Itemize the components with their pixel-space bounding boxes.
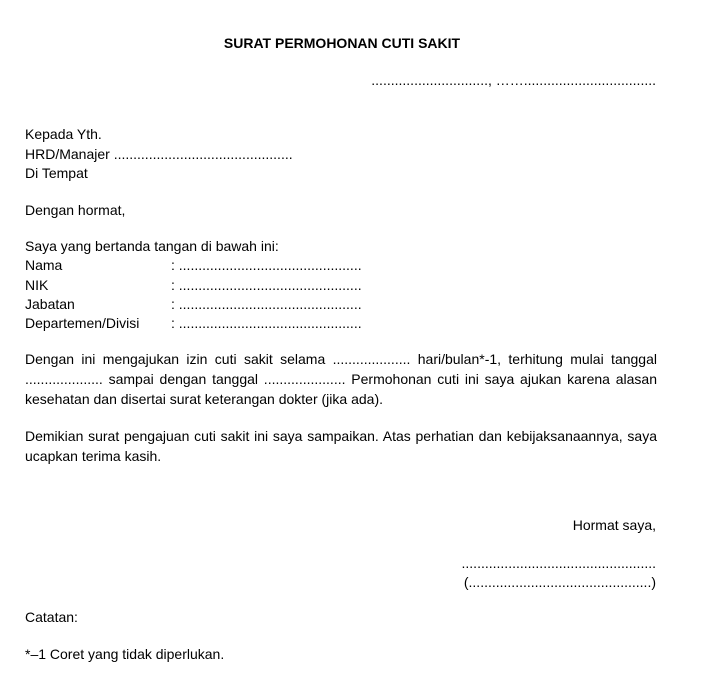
field-value-jabatan: : ............................................... <box>171 296 362 312</box>
intro-text: Saya yang bertanda tangan di bawah ini: <box>25 238 279 254</box>
signature-line: .................................................. <box>461 555 656 571</box>
field-label-jabatan: Jabatan <box>25 296 75 312</box>
field-label-nama: Nama <box>25 257 63 273</box>
recipient-line-1: Kepada Yth. <box>25 126 102 142</box>
field-value-departemen: : ............................................... <box>171 315 362 331</box>
recipient-line-3: Di Tempat <box>25 165 88 181</box>
field-value-nik: : ............................................... <box>171 277 362 293</box>
note-1: *–1 Coret yang tidak diperlukan. <box>25 646 225 662</box>
closing-paragraph: Demikian surat pengajuan cuti sakit ini saya sampaikan. Atas perhatian dan kebijaksanaannya, saya ucapkan terima kasih. <box>25 428 657 464</box>
field-value-nama: : ............................................... <box>171 257 362 273</box>
body-paragraph: Dengan ini mengajukan izin cuti sakit selama .................... hari/bulan*-1, terhitung mulai tanggal .................... sampai dengan tanggal ..................... Permohonan cuti ini saya ajukan karena alasan kesehatan dan disertai surat keterangan dokter (jika ada). <box>25 351 657 407</box>
place-date-line: .............................., …….................................. <box>371 72 656 88</box>
signature-name-line: (...............................................) <box>463 574 656 590</box>
field-label-departemen: Departemen/Divisi <box>25 315 140 331</box>
recipient-line-2: HRD/Manajer .............................................. <box>25 146 293 162</box>
field-label-nik: NIK <box>25 277 49 293</box>
signature-salutation: Hormat saya, <box>572 517 656 533</box>
notes-label: Catatan: <box>25 609 78 625</box>
greeting: Dengan hormat, <box>25 202 126 218</box>
document-title: SURAT PERMOHONAN CUTI SAKIT <box>223 35 461 51</box>
